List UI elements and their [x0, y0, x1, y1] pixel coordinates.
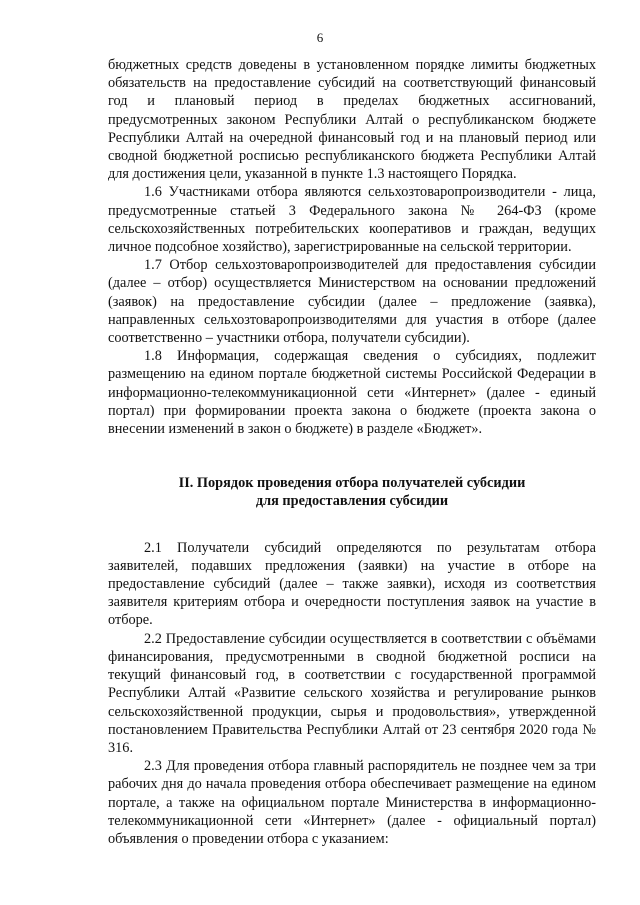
- section-heading-line-1: II. Порядок проведения отбора получателей субсидии: [178, 475, 526, 492]
- paragraph-1-5-continuation: бюджетных средств доведены в установленном порядке лимиты бюджетных обязательств на предоставление субсидий на соответствующий финансовый год и плановый период в пределах бюджетных ассигнований, предусмотренных законом Республики Алтай о республиканском бюджете Республики Алтай на очередной финансовый год и на плановый период или сводной бюджетной росписью республиканского бюджета Республики Алтай для достижения цели, указанной в пункте 1.3 настоящего Порядка.: [108, 57, 596, 183]
- page-number: 6: [316, 30, 324, 45]
- section-heading-line-2: для предоставления субсидии: [255, 493, 449, 510]
- document-body: [108, 56, 596, 848]
- paragraph-1-6: 1.6 Участниками отбора являются сельхозтоваропроизводители - лица, предусмотренные статьей 3 Федерального закона № 264-ФЗ (кроме сельскохозяйственных потребительских кооперативов и граждан, ведущих личное подсобное хозяйство), зарегистрированные на сельской территории.: [108, 184, 596, 256]
- paragraph-1-7: 1.7 Отбор сельхозтоваропроизводителей для предоставления субсидии (далее – отбор) осуществляется Министерством на основании предложений (заявок) на предоставление субсидии (далее – предложение (заявка), направленных сельхозтоваропроизводителями для участия в отборе (далее соответственно – участники отбора, получатели субсидии).: [108, 257, 596, 347]
- paragraph-1-8: 1.8 Информация, содержащая сведения о субсидиях, подлежит размещению на едином портале бюджетной системы Российской Федерации в информационно-телекоммуникационной сети «Интернет» (далее - единый портал) при формировании проекта закона о бюджете (проекта закона о внесении изменений в закон о бюджете) в разделе «Бюджет».: [108, 348, 596, 438]
- section-heading: [108, 474, 596, 510]
- paragraph-2-1: 2.1 Получатели субсидий определяются по результатам отбора заявителей, подавших предложения (заявки) на участие в отборе на предоставление субсидий (далее – также заявки), исходя из соответствия заявителя критериям отбора и очередности поступления заявок на участие в отборе.: [108, 539, 596, 629]
- paragraph-2-2: 2.2 Предоставление субсидии осуществляется в соответствии с объёмами финансирования, предусмотренными в сводной бюджетной росписи на текущий финансовый год, в соответствии с государственной программой Республики Алтай «Развитие сельского хозяйства и регулирование рынков сельскохозяйственной продукции, сырья и продовольствия», утвержденной постановлением Правительства Республики Алтай от 23 сентября 2020 года № 316.: [108, 630, 596, 756]
- paragraph-2-3: 2.3 Для проведения отбора главный распорядитель не позднее чем за три рабочих дня до начала проведения отбора обеспечивает размещение на едином портале, а также на официальном портале Министерства в информационно-телекоммуникационной сети «Интернет» (далее - официальный портал) объявления о проведении отбора с указанием:: [108, 758, 596, 847]
